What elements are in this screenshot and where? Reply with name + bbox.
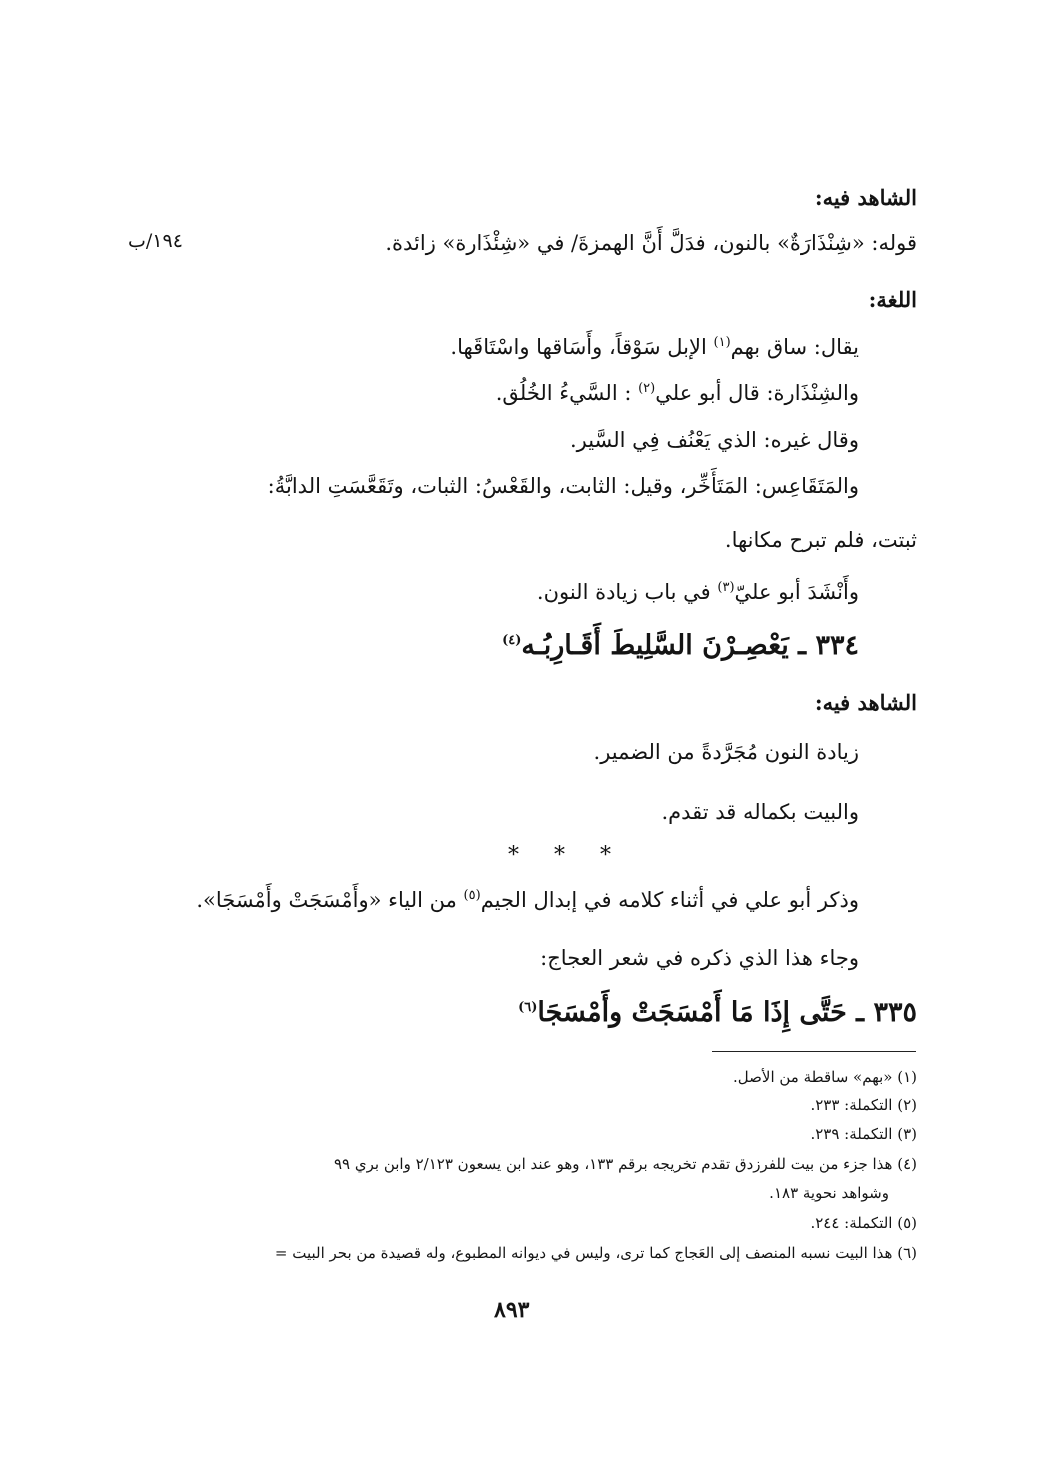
footnote-4: (٤) هذا جزء من بيت للفرزدق تقدم تخريجه برقم ١٣٣، وهو عند ابن يسعون ٢/١٢٣ وابن بري ٩٩: [333, 1155, 917, 1173]
line-jaa: وجاء هذا الذي ذكره في شعر العجاج:: [540, 946, 859, 970]
line-yuqal-post: الإبل سَوْقاً، وأَسَاقها واسْتَاقَها.: [450, 335, 714, 359]
line-anshad-pre: وأَنْشَدَ أبو عليّ: [734, 580, 859, 604]
footnote-5: (٥) التكملة: ٢٤٤.: [810, 1214, 917, 1232]
line-shinthara: [496, 378, 859, 408]
footnote-mark-2: (٢): [638, 381, 656, 396]
line-anshad-post: في باب زيادة النون.: [536, 580, 718, 604]
footnote-mark-5: (٥): [463, 888, 481, 903]
line-qawluh: قوله: «شِنْذَارَةٌ» بالنون، فدَلَّ أَنَّ الهمزةَ/ في «شِئْذَارة» زائدة.: [385, 231, 917, 255]
footnote-4-continued: وشواهد نحوية ١٨٣.: [769, 1184, 889, 1202]
footnote-1: (١) «بهم» ساقطة من الأصل.: [733, 1068, 917, 1086]
footnote-2: (٢) التكملة: ٢٣٣.: [810, 1096, 917, 1114]
line-dhakara: [196, 885, 859, 915]
line-anshad: [537, 577, 859, 607]
line-thabatat: ثبتت، فلم تبرح مكانها.: [724, 528, 917, 552]
line-ghayruh: وقال غيره: الذي يَعْنُف فِي السَّير.: [569, 428, 859, 452]
verse-334: [502, 627, 859, 665]
line-ziyada: زيادة النون مُجَرَّدةً من الضمير.: [593, 740, 859, 764]
footnote-mark-1: (١): [713, 335, 731, 350]
footnote-6: (٦) هذا البيت نسبه المنصف إلى العَجاج كما ترى، وليس في ديوانه المطبوع، وله قصيدة من بحر البيت =: [274, 1244, 917, 1262]
page-number: ٨٩٣: [494, 1297, 530, 1323]
heading-shahid-1: الشاهد فيه:: [814, 185, 917, 210]
footnote-3: (٣) التكملة: ٢٣٩.: [810, 1125, 917, 1143]
line-yuqal-pre: يقال: ساق بهم: [730, 335, 859, 359]
footnote-mark-6: (٦): [518, 1000, 538, 1015]
verse-334-text: ٣٣٤ ـ يَعْصِـرْنَ السَّلِيطَ أَقَـارِبُـه: [521, 630, 859, 661]
verse-335-text: ٣٣٥ ـ حَتَّى إِذَا مَا أَمْسَجَتْ وأَمْسَجَا: [537, 997, 917, 1028]
line-yuqal: [450, 332, 859, 362]
line-dhakara-pre: وذكر أبو علي في أثناء كلامه في إبدال الجيم: [480, 888, 859, 912]
footnote-separator-rule: [712, 1051, 916, 1052]
line-shinthara-post: : السَّيءُ الخُلُق.: [495, 381, 639, 405]
verse-335: [518, 994, 917, 1032]
line-shinthara-pre: والشِنْذَارة: قال أبو علي: [655, 381, 859, 405]
section-separator-stars: * * *: [508, 843, 625, 868]
margin-folio-reference: ١٩٤/ب: [128, 230, 183, 252]
line-bayt: والبيت بكماله قد تقدم.: [661, 800, 859, 824]
footnote-mark-3: (٣): [717, 580, 735, 595]
footnote-mark-4: (٤): [502, 633, 522, 648]
heading-shahid-2: الشاهد فيه:: [814, 690, 917, 715]
heading-lugha: اللغة:: [868, 287, 917, 312]
line-dhakara-post: من الياء «وأَمْسَجَتْ وأَمْسَجَا».: [196, 888, 464, 912]
line-mutaqais: والمَتَقَاعِس: المَتَأَخِّر، وقيل: الثابت، والقَعْسُ: الثبات، وتَقَعَّسَتِ الدابَّةُ:: [267, 474, 859, 498]
